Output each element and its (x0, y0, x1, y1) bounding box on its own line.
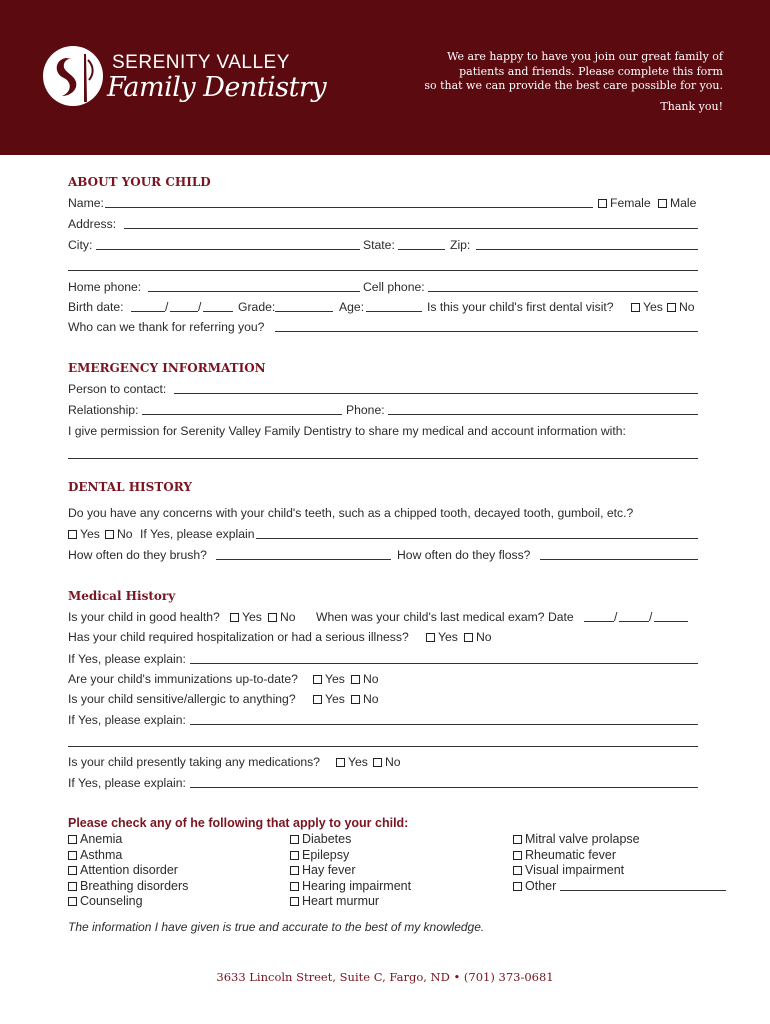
condition-item[interactable] (290, 848, 411, 864)
name-label: Name: (68, 196, 104, 210)
condition-checkbox[interactable] (513, 851, 522, 860)
condition-checkbox[interactable] (513, 835, 522, 844)
medications-yes-checkbox[interactable] (336, 758, 345, 767)
female-option[interactable] (598, 194, 651, 212)
section-title-about: ABOUT YOUR CHILD (68, 175, 211, 189)
permission-text: I give permission for Serenity Valley Family Dentistry to share my medical and account information with: (68, 424, 626, 438)
condition-checkbox[interactable] (68, 866, 77, 875)
permission-row (68, 422, 698, 440)
immunizations-question: Are your child's immunizations up-to-date? (68, 672, 298, 686)
condition-label: Rheumatic fever (525, 847, 617, 862)
condition-checkbox[interactable] (513, 882, 522, 891)
immunizations-yes-checkbox[interactable] (313, 675, 322, 684)
allergic-explain-field-2[interactable] (68, 733, 698, 747)
birth-year-field[interactable] (203, 298, 233, 312)
good-health-row: Is your child in good health? Yes No When was your child's last medical exam? Date / / (68, 608, 698, 626)
cell-phone-field[interactable] (428, 278, 698, 292)
hospitalization-question: Has your child required hospitalization or had a serious illness? (68, 630, 409, 644)
condition-checkbox[interactable] (68, 897, 77, 906)
hospitalization-no[interactable] (464, 628, 492, 646)
condition-item[interactable] (290, 832, 411, 848)
allergic-row (68, 690, 698, 708)
last-exam-label: When was your child's last medical exam? Date (316, 610, 574, 624)
yes-label: Yes (80, 527, 100, 541)
concerns-no[interactable] (105, 525, 133, 543)
emergency-phone-field[interactable] (388, 401, 698, 415)
yes-label: Yes (325, 672, 345, 686)
contact-person-field[interactable] (174, 380, 698, 394)
floss-field[interactable] (540, 546, 698, 560)
brand-name-line1: SERENITY VALLEY (112, 52, 290, 73)
first-visit-no[interactable] (667, 298, 695, 316)
first-visit-label: Is this your child's first dental visit? (427, 300, 614, 314)
condition-item-other[interactable] (513, 879, 726, 895)
male-checkbox[interactable] (658, 199, 667, 208)
city-field[interactable] (96, 236, 360, 250)
welcome-line: We are happy to have you join our great family of (447, 50, 723, 63)
exam-day-field[interactable] (619, 608, 649, 622)
state-field[interactable] (398, 236, 445, 250)
hospitalization-yes-checkbox[interactable] (426, 633, 435, 642)
immunizations-row (68, 670, 698, 688)
header-banner (0, 0, 770, 155)
immunizations-yes[interactable] (313, 670, 345, 688)
condition-label: Breathing disorders (80, 878, 189, 893)
condition-checkbox[interactable] (68, 851, 77, 860)
address-line-2-field[interactable] (68, 257, 698, 271)
good-health-no-checkbox[interactable] (268, 613, 277, 622)
good-health-yes-checkbox[interactable] (230, 613, 239, 622)
welcome-line: patients and friends. Please complete this form (459, 64, 723, 78)
medications-explain-field[interactable] (190, 774, 698, 788)
birth-row: Birth date: / / Grade: Age: Is this your child's first dental visit? Yes No (68, 300, 695, 314)
condition-label: Mitral valve prolapse (525, 832, 640, 846)
allergic-yes-checkbox[interactable] (313, 695, 322, 704)
thank-you-text: Thank you! (660, 99, 723, 113)
age-label: Age: (339, 300, 365, 314)
birth-month-field[interactable] (131, 298, 165, 312)
welcome-line: so that we can provide the best care possible for you. (424, 79, 723, 92)
floss-label: How often do they floss? (397, 548, 531, 562)
medications-row (68, 753, 698, 771)
grade-label: Grade: (238, 300, 276, 314)
address-label: Address: (68, 217, 117, 231)
concerns-question: Do you have any concerns with your child's teeth, such as a chipped tooth, decayed tooth, gumboil, etc.? (68, 506, 634, 520)
name-field[interactable] (105, 194, 593, 208)
relationship-row (68, 401, 698, 419)
medications-explain-row (68, 774, 698, 792)
condition-item[interactable] (68, 863, 188, 879)
yes-label: Yes (325, 692, 345, 706)
hospitalization-explain-field[interactable] (190, 650, 698, 664)
condition-label: Other (525, 878, 557, 893)
hospitalization-yes[interactable] (426, 628, 458, 646)
permission-fill-row (68, 445, 698, 463)
yes-label: Yes (348, 755, 368, 769)
address-row (68, 215, 698, 233)
exam-year-field[interactable] (654, 608, 688, 622)
condition-checkbox[interactable] (68, 882, 77, 891)
brand-logo-icon (42, 44, 104, 108)
yes-label: Yes (438, 630, 458, 644)
other-condition-field[interactable] (560, 879, 726, 891)
first-visit-yes[interactable] (631, 298, 663, 316)
name-row (68, 194, 698, 212)
condition-checkbox[interactable] (513, 866, 522, 875)
male-option[interactable] (658, 194, 696, 212)
female-label: Female (610, 196, 651, 210)
brand-name-line2: Family Dentistry (107, 72, 327, 103)
home-phone-label: Home phone: (68, 280, 142, 294)
relationship-label: Relationship: (68, 403, 139, 417)
address-extra-row (68, 257, 698, 275)
condition-item[interactable] (513, 832, 726, 848)
medications-no-checkbox[interactable] (373, 758, 382, 767)
no-label: No (280, 610, 296, 624)
emergency-phone-label: Phone: (346, 403, 385, 417)
hygiene-row (68, 546, 698, 564)
condition-label: Anemia (80, 832, 123, 846)
footer-address: 3633 Lincoln Street, Suite C, Fargo, ND • (701) 373-0681 (216, 970, 554, 984)
immunizations-no[interactable] (351, 670, 379, 688)
hospitalization-no-checkbox[interactable] (464, 633, 473, 642)
exam-month-field[interactable] (584, 608, 614, 622)
condition-item[interactable] (68, 832, 188, 848)
first-visit-no-checkbox[interactable] (667, 303, 676, 312)
condition-label: Counseling (80, 894, 143, 908)
phone-row (68, 278, 698, 296)
no-label: No (476, 630, 492, 644)
condition-checkbox[interactable] (290, 851, 299, 860)
section-title-dental: DENTAL HISTORY (68, 480, 192, 494)
condition-label: Visual impairment (525, 863, 625, 877)
allergic-no[interactable] (351, 690, 379, 708)
condition-label: Attention disorder (80, 863, 178, 877)
no-label: No (117, 527, 133, 541)
brush-label: How often do they brush? (68, 548, 207, 562)
age-field[interactable] (366, 298, 422, 312)
concerns-yes[interactable] (68, 525, 100, 543)
relationship-field[interactable] (142, 401, 342, 415)
contact-person-label: Person to contact: (68, 382, 167, 396)
hospitalization-row (68, 628, 698, 646)
good-health-yes[interactable] (230, 608, 262, 626)
city-label: City: (68, 238, 93, 252)
cell-phone-label: Cell phone: (363, 280, 425, 294)
medications-no[interactable] (373, 753, 401, 771)
referral-label: Who can we thank for referring you? (68, 320, 265, 334)
allergic-question: Is your child sensitive/allergic to anything? (68, 692, 296, 706)
no-label: No (363, 672, 379, 686)
condition-label: Heart murmur (302, 894, 380, 908)
birth-date-label: Birth date: (68, 300, 124, 314)
no-label: No (363, 692, 379, 706)
male-label: Male (670, 196, 697, 210)
referral-field[interactable] (275, 318, 698, 332)
condition-checkbox[interactable] (290, 866, 299, 875)
brush-field[interactable] (216, 546, 391, 560)
condition-item[interactable] (290, 879, 411, 895)
concerns-yes-checkbox[interactable] (68, 530, 77, 539)
concerns-explain-label: If Yes, please explain (140, 527, 255, 541)
yes-label: Yes (242, 610, 262, 624)
conditions-title: Please check any of he following that apply to your child: (68, 816, 409, 830)
condition-item[interactable] (68, 848, 188, 864)
grade-field[interactable] (275, 298, 333, 312)
condition-label: Epilepsy (302, 847, 350, 862)
hospitalization-explain-label: If Yes, please explain: (68, 652, 186, 666)
good-health-question: Is your child in good health? (68, 610, 220, 624)
home-phone-field[interactable] (148, 278, 360, 292)
birth-day-field[interactable] (170, 298, 198, 312)
condition-label: Diabetes (302, 832, 352, 846)
condition-checkbox[interactable] (290, 835, 299, 844)
condition-checkbox[interactable] (290, 897, 299, 906)
concerns-answer-row (68, 525, 698, 543)
condition-checkbox[interactable] (290, 882, 299, 891)
condition-checkbox[interactable] (68, 835, 77, 844)
medications-yes[interactable] (336, 753, 368, 771)
condition-item[interactable] (290, 894, 411, 910)
condition-item[interactable] (290, 863, 411, 879)
share-with-field[interactable] (68, 445, 698, 459)
zip-label: Zip: (450, 238, 471, 252)
allergic-explain-field[interactable] (190, 711, 698, 725)
welcome-message (393, 50, 723, 114)
condition-item[interactable] (68, 894, 188, 910)
allergic-explain-row (68, 711, 698, 729)
concerns-no-checkbox[interactable] (105, 530, 114, 539)
city-row (68, 236, 698, 254)
concerns-row (68, 504, 698, 522)
condition-label: Hearing impairment (302, 878, 412, 893)
condition-item[interactable] (513, 848, 726, 864)
condition-item[interactable] (68, 879, 188, 895)
no-label: No (679, 300, 695, 314)
referral-row (68, 318, 698, 336)
immunizations-no-checkbox[interactable] (351, 675, 360, 684)
good-health-no[interactable] (268, 608, 296, 626)
section-title-medical: Medical History (68, 589, 176, 603)
conditions-column-1 (68, 832, 188, 910)
condition-item[interactable] (513, 863, 726, 879)
condition-label: Hay fever (302, 863, 356, 877)
concerns-explain-field[interactable] (256, 525, 698, 539)
state-label: State: (363, 238, 395, 252)
first-visit-yes-checkbox[interactable] (631, 303, 640, 312)
conditions-column-3 (513, 832, 726, 894)
condition-label: Asthma (80, 847, 123, 862)
section-title-emergency: EMERGENCY INFORMATION (68, 361, 266, 375)
contact-row (68, 380, 698, 398)
allergic-yes[interactable] (313, 690, 345, 708)
medications-explain-label: If Yes, please explain: (68, 776, 186, 790)
hospitalization-explain-row (68, 650, 698, 668)
allergic-explain-row-2 (68, 733, 698, 751)
female-checkbox[interactable] (598, 199, 607, 208)
attestation-statement: The information I have given is true and accurate to the best of my knowledge. (68, 920, 485, 934)
zip-field[interactable] (476, 236, 698, 250)
medications-question: Is your child presently taking any medications? (68, 755, 321, 769)
allergic-no-checkbox[interactable] (351, 695, 360, 704)
address-field[interactable] (124, 215, 698, 229)
conditions-column-2 (290, 832, 411, 910)
no-label: No (385, 755, 401, 769)
yes-label: Yes (643, 300, 663, 314)
allergic-explain-label: If Yes, please explain: (68, 713, 186, 727)
